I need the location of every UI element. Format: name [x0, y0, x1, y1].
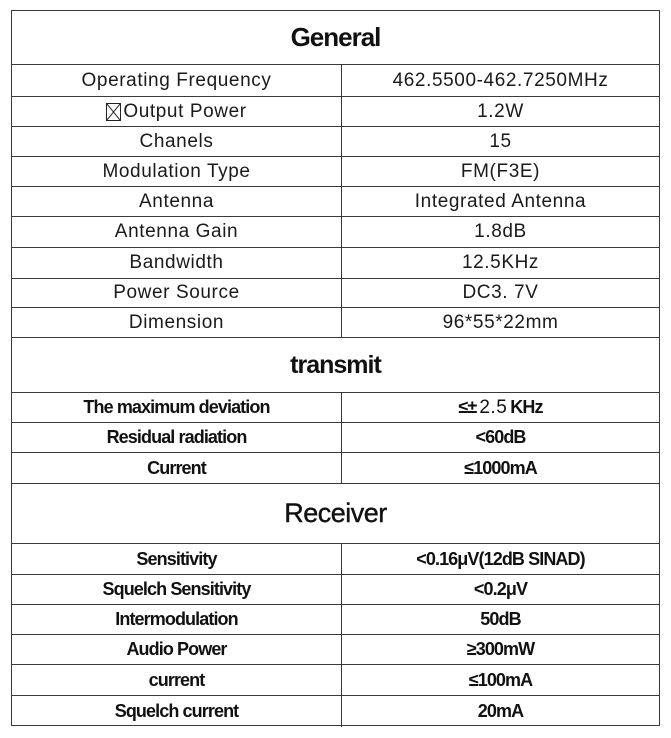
spec-label: Antenna Gain	[12, 217, 342, 247]
table-row	[12, 217, 659, 248]
spec-label: Squelch current	[12, 696, 342, 727]
spec-label: Intermodulation	[12, 605, 342, 634]
spec-value: 20mA	[477, 701, 524, 721]
table-row	[12, 696, 659, 727]
table-row	[12, 248, 659, 279]
spec-value-number: 2.5	[479, 396, 508, 418]
spec-label: Power Source	[12, 279, 342, 307]
spec-label: Residual radiation	[12, 423, 342, 452]
spec-label: Current	[12, 453, 342, 483]
section-header-transmit	[12, 338, 659, 393]
table-row	[12, 279, 659, 308]
table-row	[12, 423, 659, 453]
spec-value-cell	[342, 393, 659, 422]
spec-value: DC3. 7V	[462, 282, 539, 303]
spec-value: <0.16μV(12dB SINAD)	[416, 548, 585, 569]
spec-value: ≤100mA	[468, 669, 533, 690]
spec-value: Integrated Antenna	[414, 190, 587, 212]
spec-label-cell	[12, 97, 342, 126]
spec-label: Chanels	[12, 127, 342, 156]
table-row	[12, 308, 659, 338]
table-row	[12, 453, 659, 484]
spec-label: Antenna	[12, 187, 342, 216]
spec-value: ≥300mW	[466, 639, 535, 659]
spec-label: Audio Power	[12, 635, 342, 664]
spec-label: Output Power	[123, 100, 247, 122]
spec-value-suffix: KHz	[510, 397, 543, 417]
spec-label: current	[12, 665, 342, 695]
spec-label: Squelch Sensitivity	[12, 575, 342, 604]
spec-value: 50dB	[480, 609, 521, 629]
spec-label: Modulation Type	[12, 157, 342, 186]
spec-label: Dimension	[12, 308, 342, 337]
spec-value: ≤1000mA	[464, 457, 537, 478]
table-row	[12, 393, 659, 423]
spec-value: <0.2μV	[473, 579, 528, 599]
table-row	[12, 605, 659, 635]
checkbox-crossed-icon	[106, 103, 121, 121]
spec-label: The maximum deviation	[12, 393, 342, 422]
spec-label: Operating Frequency	[12, 65, 342, 96]
table-row	[12, 575, 659, 605]
spec-value: FM(F3E)	[460, 160, 541, 182]
table-row	[12, 665, 659, 696]
spec-value-prefix: ≤±	[458, 397, 477, 417]
section-title: General	[290, 22, 381, 52]
spec-table	[11, 10, 660, 726]
spec-value: 1.8dB	[474, 221, 527, 242]
section-title: transmit	[290, 350, 381, 379]
spec-value: 96*55*22mm	[442, 311, 559, 333]
table-row	[12, 187, 659, 217]
table-row	[12, 97, 659, 127]
spec-label: Bandwidth	[12, 248, 342, 278]
spec-value: 462.5500-462.7250MHz	[392, 69, 609, 91]
table-row	[12, 157, 659, 187]
table-row	[12, 65, 659, 97]
table-row	[12, 127, 659, 157]
spec-value: 15	[489, 130, 512, 152]
spec-label: Sensitivity	[12, 544, 342, 574]
spec-value: <60dB	[475, 427, 526, 447]
spec-value: 12.5KHz	[461, 252, 540, 273]
table-row	[12, 635, 659, 665]
section-header-receiver	[12, 484, 659, 544]
section-title: Receiver	[284, 498, 387, 528]
spec-value: 1.2W	[477, 100, 524, 122]
section-header-general	[12, 11, 659, 65]
table-row	[12, 544, 659, 575]
